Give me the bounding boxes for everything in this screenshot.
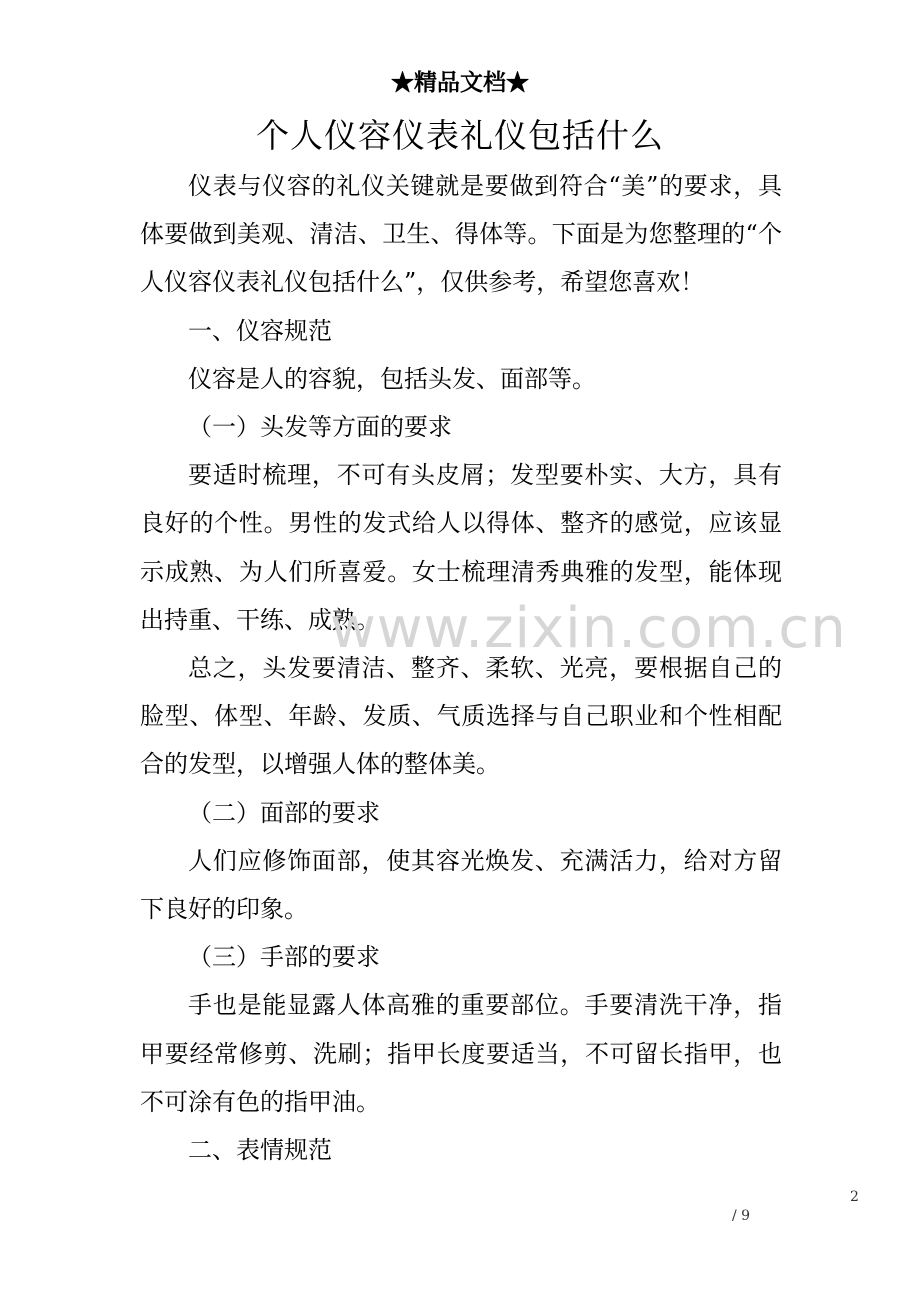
document-header: ★精品文档★ [391, 69, 529, 96]
page-number: 2 [850, 1189, 859, 1205]
section-heading: 二、表情规范 [188, 1136, 332, 1165]
subsection-heading: （三）手部的要求 [188, 943, 380, 972]
document-title: 个人仪容仪表礼仪包括什么 [256, 116, 664, 155]
paragraph: 人们应修饰面部，使其容光焕发、充满活力，给对方留下良好的印象。 [140, 846, 782, 924]
paragraph: 仪容是人的容貌，包括头发、面部等。 [188, 364, 596, 393]
subsection-heading: （二）面部的要求 [188, 798, 380, 827]
watermark: www.zixin.com.cn [330, 596, 847, 661]
subsection-heading: （一）头发等方面的要求 [188, 413, 452, 442]
document-body [140, 162, 782, 1174]
paragraph: 要适时梳理，不可有头皮屑；发型要朴实、大方，具有良好的个性。男性的发式给人以得体、整齐的感觉，应该显示成熟、为人们所喜爱。女士梳理清秀典雅的发型，能体现出持重、干练、成熟。 [140, 461, 782, 634]
paragraph: 手也是能显露人体高雅的重要部位。手要清洗干净，指甲要经常修剪、洗刷；指甲长度要适当，不可留长指甲，也不可涂有色的指甲油。 [140, 991, 782, 1116]
section-heading: 一、仪容规范 [188, 316, 332, 345]
paragraph: 总之，头发要清洁、整齐、柔软、光亮，要根据自己的脸型、体型、年龄、发质、气质选择与自己职业和个性相配合的发型，以增强人体的整体美。 [140, 654, 782, 779]
intro-paragraph: 仪表与仪容的礼仪关键就是要做到符合“美”的要求，具体要做到美观、清洁、卫生、得体等。下面是为您整理的“个人仪容仪表礼仪包括什么”，仅供参考，希望您喜欢！ [140, 172, 782, 297]
page-total: / 9 [732, 1208, 751, 1224]
